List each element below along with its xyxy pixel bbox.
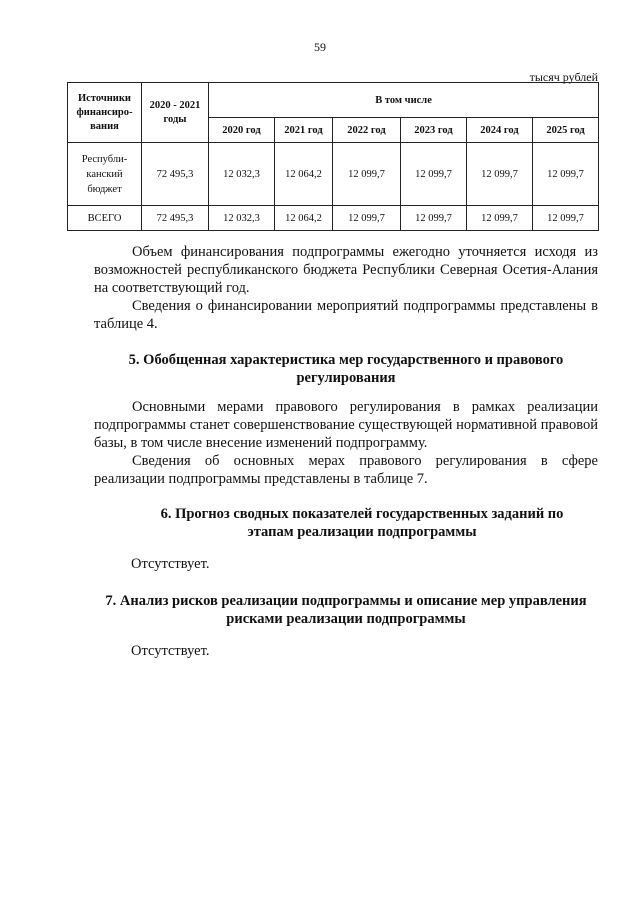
- row-source: ВСЕГО: [68, 206, 142, 231]
- section-7-absent: Отсутствует.: [131, 643, 210, 659]
- section-6-absent: Отсутствует.: [131, 556, 210, 572]
- header-year: 2022 год: [333, 118, 401, 143]
- row-value: 12 099,7: [533, 143, 599, 206]
- page-number: 59: [314, 40, 326, 54]
- row-value: 12 099,7: [333, 206, 401, 231]
- header-year: 2025 год: [533, 118, 599, 143]
- row-source: Республи- канский бюджет: [68, 143, 142, 206]
- row-value: 12 032,3: [209, 206, 275, 231]
- row-value: 12 099,7: [533, 206, 599, 231]
- table-row: [68, 206, 599, 231]
- financing-table: [67, 82, 599, 231]
- row-value: 12 099,7: [333, 143, 401, 206]
- paragraph-financing-info: Сведения о финансировании мероприятий подпрограммы представлены в таблице 4.: [94, 298, 598, 332]
- header-year: 2024 год: [467, 118, 533, 143]
- table-tail-line: [67, 230, 85, 231]
- header-year: 2020 год: [209, 118, 275, 143]
- section-5-heading: 5. Обобщенная характеристика мер государственного и правового регулирования: [128, 352, 564, 386]
- table-row: [68, 143, 599, 206]
- row-value: 12 099,7: [467, 206, 533, 231]
- row-total: 72 495,3: [142, 206, 209, 231]
- header-year: 2021 год: [275, 118, 333, 143]
- row-value: 12 099,7: [401, 143, 467, 206]
- header-source: Источники финансиро- вания: [68, 83, 142, 143]
- paragraph-legal-info: Сведения об основных мерах правового регулирования в сфере реализации подпрограммы представлены в таблице 7.: [94, 453, 598, 487]
- paragraph-legal-measures: Основными мерами правового регулирования в рамках реализации подпрограммы станет совершенствование существующей нормативной правовой базы, в том числе внесение изменений подпрограмму.: [94, 399, 598, 451]
- header-including: В том числе: [209, 83, 599, 118]
- row-value: 12 064,2: [275, 206, 333, 231]
- header-year: 2023 год: [401, 118, 467, 143]
- section-7-heading: 7. Анализ рисков реализации подпрограммы и описание мер управления рисками реализации подпрограммы: [105, 593, 587, 627]
- row-value: 12 099,7: [467, 143, 533, 206]
- table-units: тысяч рублей: [529, 70, 598, 84]
- row-value: 12 099,7: [401, 206, 467, 231]
- row-value: 12 032,3: [209, 143, 275, 206]
- header-period: 2020 - 2021 годы: [142, 83, 209, 143]
- section-6-heading: 6. Прогноз сводных показателей государственных заданий по этапам реализации подпрограммы: [160, 506, 564, 540]
- row-value: 12 064,2: [275, 143, 333, 206]
- row-total: 72 495,3: [142, 143, 209, 206]
- paragraph-financing-volume: Объем финансирования подпрограммы ежегодно уточняется исходя из возможностей республиканского бюджета Республики Северная Осетия-Алания на соответствующий год.: [94, 244, 598, 296]
